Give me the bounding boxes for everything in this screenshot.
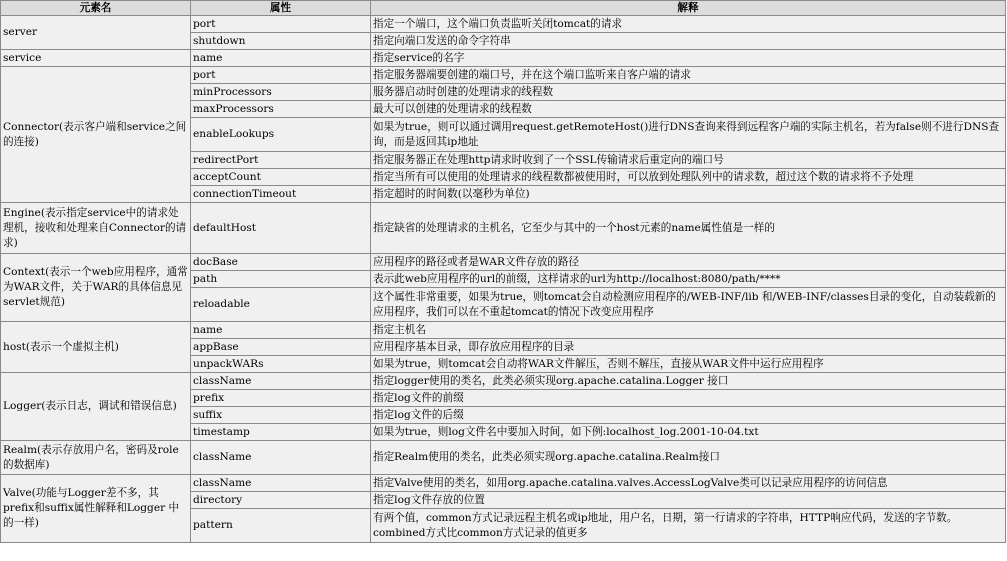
description-cell: 应用程序的路径或者是WAR文件存放的路径 [371,254,1006,271]
description-cell: 指定log文件的后缀 [371,407,1006,424]
description-cell: 指定Valve使用的类名，如用org.apache.catalina.valves.AccessLogValve类可以记录应用程序的访问信息 [371,475,1006,492]
description-cell: 服务器启动时创建的处理请求的线程数 [371,84,1006,101]
description-cell: 这个属性非常重要，如果为true，则tomcat会自动检测应用程序的/WEB-INF/lib 和/WEB-INF/classes目录的变化，自动装载新的应用程序，我们可以在不重起tomcat的情况下改变应用程序 [371,288,1006,322]
element-cell-engine: Engine(表示指定service中的请求处理机，接收和处理来自Connector的请求) [1,203,191,254]
table-row [1,322,1006,339]
attribute-cell: redirectPort [191,152,371,169]
attribute-cell: maxProcessors [191,101,371,118]
attribute-cell: pattern [191,509,371,543]
attribute-cell: minProcessors [191,84,371,101]
description-cell: 指定log文件存放的位置 [371,492,1006,509]
table-row [1,254,1006,271]
description-cell: 指定logger使用的类名，此类必须实现org.apache.catalina.Logger 接口 [371,373,1006,390]
table-row [1,67,1006,84]
element-cell-host: host(表示一个虚拟主机) [1,322,191,373]
attribute-cell: className [191,475,371,492]
description-cell: 指定服务器正在处理http请求时收到了一个SSL传输请求后重定向的端口号 [371,152,1006,169]
table-row [1,16,1006,33]
element-cell-realm: Realm(表示存放用户名，密码及role的数据库) [1,441,191,475]
table-row [1,203,1006,254]
attribute-cell: defaultHost [191,203,371,254]
description-cell: 指定向端口发送的命令字符串 [371,33,1006,50]
attribute-cell: docBase [191,254,371,271]
attribute-cell: directory [191,492,371,509]
header-element: 元素名 [1,1,191,16]
attribute-cell: port [191,16,371,33]
attribute-cell: acceptCount [191,169,371,186]
description-cell: 指定缺省的处理请求的主机名，它至少与其中的一个host元素的name属性值是一样的 [371,203,1006,254]
attribute-cell: shutdown [191,33,371,50]
description-cell: 如果为true，则log文件名中要加入时间，如下例:localhost_log.2001-10-04.txt [371,424,1006,441]
description-cell: 应用程序基本目录，即存放应用程序的目录 [371,339,1006,356]
description-cell: 指定当所有可以使用的处理请求的线程数都被使用时，可以放到处理队列中的请求数，超过这个数的请求将不予处理 [371,169,1006,186]
attribute-cell: reloadable [191,288,371,322]
description-cell: 最大可以创建的处理请求的线程数 [371,101,1006,118]
attribute-cell: prefix [191,390,371,407]
attribute-cell: port [191,67,371,84]
header-row [1,1,1006,16]
attribute-cell: suffix [191,407,371,424]
description-cell: 指定服务器端要创建的端口号，并在这个端口监听来自客户端的请求 [371,67,1006,84]
attribute-cell: name [191,50,371,67]
table-row [1,50,1006,67]
description-cell: 指定超时的时间数(以毫秒为单位) [371,186,1006,203]
attribute-cell: appBase [191,339,371,356]
description-cell: 指定主机名 [371,322,1006,339]
description-cell: 指定service的名字 [371,50,1006,67]
description-cell: 指定log文件的前缀 [371,390,1006,407]
attribute-cell: path [191,271,371,288]
attribute-cell: name [191,322,371,339]
element-cell-logger: Logger(表示日志，调试和错误信息) [1,373,191,441]
table-row [1,441,1006,475]
header-attribute: 属性 [191,1,371,16]
attribute-cell: unpackWARs [191,356,371,373]
description-cell: 指定Realm使用的类名，此类必须实现org.apache.catalina.Realm接口 [371,441,1006,475]
attribute-cell: connectionTimeout [191,186,371,203]
element-cell-context: Context(表示一个web应用程序，通常为WAR文件，关于WAR的具体信息见servlet规范) [1,254,191,322]
attribute-cell: className [191,441,371,475]
description-cell: 如果为true，则可以通过调用request.getRemoteHost()进行DNS查询来得到远程客户端的实际主机名，若为false则不进行DNS查询，而是返回其ip地址 [371,118,1006,152]
table-row [1,373,1006,390]
attribute-cell: className [191,373,371,390]
element-cell-valve: Valve(功能与Logger差不多，其prefix和suffix属性解释和Logger 中的一样) [1,475,191,543]
element-cell-server: server [1,16,191,50]
description-cell: 指定一个端口，这个端口负责监听关闭tomcat的请求 [371,16,1006,33]
element-cell-connector: Connector(表示客户端和service之间的连接) [1,67,191,203]
description-cell: 有两个值，common方式记录远程主机名或ip地址，用户名，日期，第一行请求的字符串，HTTP响应代码，发送的字节数。combined方式比common方式记录的值更多 [371,509,1006,543]
attribute-cell: enableLookups [191,118,371,152]
table-row [1,475,1006,492]
element-cell-service: service [1,50,191,67]
description-cell: 如果为true，则tomcat会自动将WAR文件解压，否则不解压，直接从WAR文件中运行应用程序 [371,356,1006,373]
attribute-cell: timestamp [191,424,371,441]
header-explanation: 解释 [371,1,1006,16]
description-cell: 表示此web应用程序的url的前缀，这样请求的url为http://localhost:8080/path/**** [371,271,1006,288]
